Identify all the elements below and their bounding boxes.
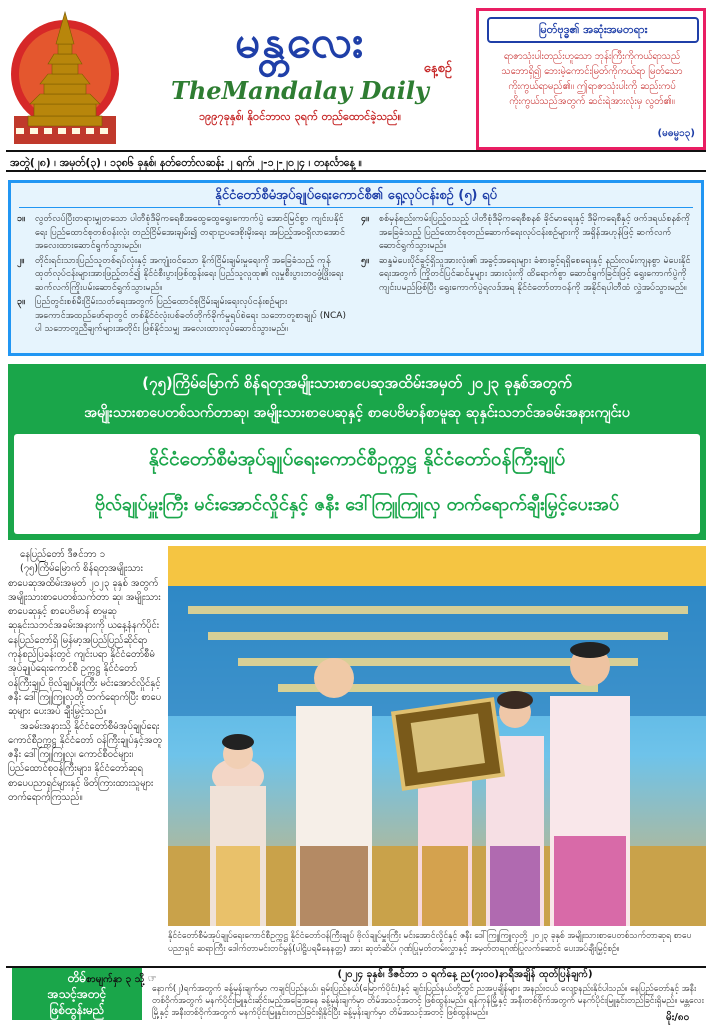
item-text: လွတ်လပ်ပြီးတရားမျှတသော ပါတီစုံဒီမိုကရေစီအထွေထွေရွေးကောက်ပွဲ အောင်မြင်စွာ ကျင်းပနိုင်ရေး ပြည်ထောင်စုတစ်ဝန်းလုံး တည်ငြိမ်အေးချမ်း၍ တရားဥပဒေစိုးမိုးရေး အပြည့်အဝရှိလာအောင် အလေးထားဆောင်ရွက်သွားမည်။ — [35, 214, 345, 251]
roadmap-title: နိုင်ငံတော်စီမံအုပ်ချုပ်ရေးကောင်စီ၏ ရှေ့လုပ်ငန်းစဉ် (၅) ရပ် — [215, 188, 497, 203]
article-paragraph: အခမ်းအနားသို့ နိုင်ငံတော်စီမံအုပ်ချုပ်ရေးကောင်စီဥက္ကဋ္ဌ နိုင်ငံတော် ဝန်ကြီးချုပ်နှင့်အတူ ဇနီး ဒေါ်ကြူကြူလှ၊ ကောင်စီဝင်များ၊ ပြည်ထောင်စုဝန်ကြီးများ၊ နိုင်ငံတော်ဆုရ စာပေပညာရှင်များနှင့် ဖိတ်ကြားထားသူများ တက်ရောက်ကြသည်။ — [8, 720, 162, 804]
brand-badge: နေ့စဉ် — [423, 61, 452, 76]
roadmap-item — [361, 213, 691, 254]
weather-notice-heading: (၂၀၂၄ ခုနှစ်၊ ဒီဇင်ဘာ ၁ ရက်နေ့ ည(၇း၀၀)နာရီအချိန် ထုတ်ပြန်ချက်) — [337, 969, 593, 980]
article-paragraph: နေပြည်တော် ဒီဇင်ဘာ ၁ — [20, 549, 105, 560]
buddha-teaching-box — [476, 8, 706, 150]
item-number: ၃။ — [17, 297, 25, 307]
teaching-text: ရာဇာသုံးပါးတည်းဟူသော ဘုန်းကြီးကိုကယ်ရာသည် သဘောရှိ၍ ဘေးမဲ့ကောင်းမြတ်ကိုကယ်ရာ မြတ်သော ကိုးကွယ်ရာမည်၏။ ဤရာဇာသုံးပါးကို ဆည်းကပ် ကိုးကွယ်သည်အတွက် ဆင်းရဲအားလုံးမှ လွတ်၏။ — [501, 51, 683, 107]
continued-on-page: စာမျက်နှာ ၃ သို့ ☞ — [86, 974, 157, 985]
headline-main-box — [14, 434, 700, 534]
roadmap-column-right — [361, 213, 691, 296]
headline-kicker-2: အမျိုးသားစာပေတစ်သက်တာဆု၊ အမျိုးသားစာပေဆုနှင့် စာပေဗိမာန်စာမူဆု ဆုနှင်းသဘင်အခမ်းအနားကျင်းပ — [84, 405, 630, 421]
issue-dateline: အတွဲ(၂၈) ၊ အမှတ်(၃) ၊ ၁၃၈၆ ခုနှစ်၊ နတ်တော်လဆန်း ၂ ရက်၊ ၂-၁၂-၂၀၂၄ ၊ တနင်္လာနေ့ ။ — [6, 150, 706, 172]
article-paragraph: (၇၅)ကြိမ်မြောက် စိန်ရတုအမျိုးသား စာပေဆုအထိမ်းအမှတ် ၂၀၂၃ ခုနှစ် အတွက် အမျိုးသားစာပေတစ်သက်တာ ဆု၊ အမျိုးသားစာပေဆုနှင့် စာပေဗိမာန် စာမူဆု ဆုနှင်းသဘင်အခမ်းအနားကို ယနေ့နံနက်ပိုင်း နေပြည်တော်ရှိ မြန်မာ့အပြည်ပြည်ဆိုင်ရာ ကုန်စည်ပြခန်းတွင် ကျင်းပရာ နိုင်ငံတော်စီမံအုပ်ချုပ်ရေးကောင်စီ ဥက္ကဋ္ဌ နိုင်ငံတော်ဝန်ကြီးချုပ် ဗိုလ်ချုပ်မှူးကြီး မင်းအောင်လှိုင်နှင့် ဇနီး ဒေါ်ကြူကြူလှတို့ တက်ရောက်ပြီး စာပေဆုများ ပေးအပ် ချီးမြှင့်သည်။ — [8, 563, 162, 718]
weather-line-2: အသင့်အတင့် — [47, 987, 107, 1001]
masthead-title — [130, 8, 470, 138]
lead-article — [8, 548, 164, 972]
roadmap-item — [17, 296, 347, 337]
page-marker: မိုး/၈၀ — [666, 1012, 690, 1023]
founding-line: ၁၉၉၇ခုနှစ်၊ နိုဝင်ဘာလ ၃ရက် တည်ထောင်ခဲ့သည်။ — [198, 110, 402, 123]
weather-line-1: တိမ် — [67, 971, 87, 985]
award-ceremony-photo — [168, 546, 706, 926]
weather-line-3: ဖြစ်ထွန်းမည် — [49, 1003, 105, 1017]
teaching-title: မြတ်ဗုဒ္ဓ၏ အဆုံးအမတရား — [487, 17, 699, 43]
headline-main-1: နိုင်ငံတော်စီမံအုပ်ချုပ်ရေးကောင်စီဥက္ကဋ္ဌ နိုင်ငံတော်ဝန်ကြီးချုပ် — [148, 448, 566, 470]
headline-main-2: ဗိုလ်ချုပ်မှူးကြီး မင်းအောင်လှိုင်နှင့် ဇနီး ဒေါ်ကြူကြူလှ တက်ရောက်ချီးမြှင့်ပေးအပ် — [94, 494, 620, 515]
item-number: ၅။ — [361, 255, 369, 266]
photo-caption: နိုင်ငံတော်စီမံအုပ်ချုပ်ရေးကောင်စီဥက္ကဋ္ဌ နိုင်ငံတော်ဝန်ကြီးချုပ် ဗိုလ်ချုပ်မှူးကြီး မင်းအောင်လှိုင်နှင့် ဇနီး ဒေါ်ကြူကြူလှတို့ ၂၀၂၃ ခုနှစ် အမျိုးသားစာပေတစ်သက်တာဆုရ စာပေပညာရှင် ဆရာကြီး ဒေါက်တာမင်းတင်မွန်(ပါဠိပရမီနေနတ္တ) အား ဆုတံဆိပ်၊ ဂုဏ်ပြုမှတ်တမ်းလွှာနှင့် အမှတ်တရဂုဏ်ပြုလက်ဆောင် ပေးအပ်ချီးမြှင့်စဉ်။ — [168, 931, 692, 954]
palace-emblem-icon — [6, 4, 124, 148]
teaching-reference: (မဓမ္မ၁၃) — [657, 128, 695, 139]
weather-notice-text: နောက်(၂)ရက်အတွက် ခန့်မှန်းချက်မှာ ကချင်ပြည်နယ်၊ ရှမ်းပြည်နယ်(မြောက်ပိုင်း)နှင့် ချင်းပြည်နယ်တို့တွင် ညအပူချိန်များ အနည်းငယ် လျော့နည်းနိုင်ပါသည်။ နေပြည်တော်နှင့် အနီးတစ်ဝိုက်အတွက် မနက်ပိုင်းမြူနှင်းဆိုင်းမည့်အခြေအနေ ခန့်မှန်းချက်မှာ တိမ်အသင့်အတင့် ဖြစ်ထွန်းမည်။ ရန်ကုန်မြို့နှင့် အနီးတစ်ဝိုက်အတွက် မနက်ပိုင်းမြူနှင်းတည်ခြင်းရှိမည်။ မန္တလေးမြို့နှင့် အနီးတစ်ဝိုက်အတွက် မနက်ပိုင်းမြူနှင်းတည်ခြင်းရှိနိုင်ပြီး ခန့်မှန်းချက်မှာ တိမ်အသင့်အတင့် ဖြစ်ထွန်းမည်။ — [152, 984, 704, 1018]
newspaper-logo — [6, 4, 124, 148]
item-text: တိုင်းရင်းသားပြည်သူတစ်ရပ်လုံးနှင့် အကျုံးဝင်သော နိုက်ငြိမ်းချမ်းမှုရေးကို အခြေခံသည့် ကုန်ထုတ်လုပ်ငန်းများအားဖြည့်တင်၍ နိုင်ငံစီးပွားဖြစ်ထွန်းရေး ပြည်သူလူထု၏ လူမှုစီးပွားဘဝဖွံ့ဖြိုးရေး ဆက်လက်ကြိုးပမ်းဆောင်ရွက်သွားမည်။ — [35, 255, 344, 293]
item-number: ၄။ — [361, 214, 369, 224]
headline-band — [8, 364, 706, 540]
roadmap-item — [361, 255, 691, 296]
item-text: စစ်မှန်စည်းကမ်းပြည့်ဝသည့် ပါတီစုံဒီမိုကရေစီစနစ် ခိုင်မာရေးနှင့် ဒီမိုကရေစီနှင့် ဖက်ဒရယ်စနစ်ကိုအခြေခံသည့် ပြည်ထောင်စုတည်ဆောက်ရေးလုပ်ငန်းစဉ်များကို အရှိန်အဟုန်ဖြင့် ဆက်လက်ဆောင်ရွက်သွားမည်။ — [379, 214, 690, 251]
roadmap-item — [17, 255, 347, 296]
roadmap-item — [17, 213, 347, 254]
five-step-roadmap-box — [8, 180, 704, 356]
item-text: ပြည်တွင်းစစ်မီးငြိမ်းသတ်ရေးအတွက် ပြည်ထောင်စုငြိမ်းချမ်းရေးလုပ်ငန်းစဉ်များ အကောင်အထည်ဖော်ရာတွင် တစ်နိုင်ငံလုံးပစ်ခတ်တိုက်ခိုက်မှုရပ်စဲရေး သဘောတူစာချုပ် (NCA) ပါ သဘောတူညီချက်များအတိုင်း ဖြစ်နိုင်သမျှ အလေးထားလုပ်ဆောင်သွားမည်။ — [35, 297, 346, 334]
brand-english-name: TheMandalay Daily — [171, 76, 429, 105]
item-text: ဆန္ဒမဲပေးပိုင်ခွင့်ရှိသူအားလုံး၏ အခွင့်အရေးများ ခံစားခွင့်ရရှိစေရေးနှင့် နည်းလမ်းကျနစွာ မဲပေးနိုင်ရေးအတွက် ကြိုတင်ပြင်ဆင်မှုများ အားလုံးကို ထိရောက်စွာ ဆောင်ရွက်ခြင်းဖြင့် ရွေးကောက်ပွဲကို ကျင်းပမည်ဖြစ်ပြီး ရွေးကောက်ပွဲရလဒ်အရ နိုင်ငံတော်တာဝန်ကို အနိုင်ရပါတီထံ လွှဲအပ်သွားမည်။ — [379, 255, 691, 293]
roadmap-divider — [19, 207, 693, 208]
item-number: ၂။ — [17, 255, 25, 266]
roadmap-column-left — [17, 213, 347, 338]
ceremony-photo-image — [168, 546, 706, 926]
item-number: ၁။ — [17, 214, 25, 224]
headline-kicker-1: (၇၅)ကြိမ်မြောက် စိန်ရတုအမျိုးသားစာပေဆုအထိမ်းအမှတ် ၂၀၂၃ ခုနှစ်အတွက် — [142, 374, 572, 392]
brand-name: မန္တလေး — [234, 17, 366, 68]
